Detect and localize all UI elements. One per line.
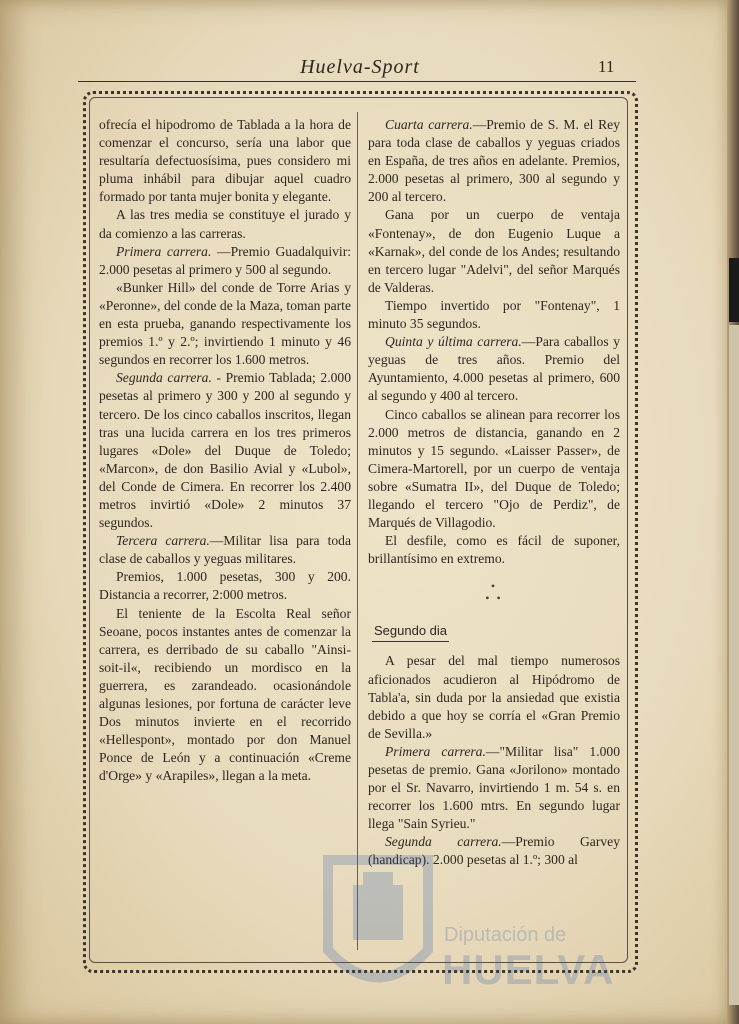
paragraph-text: —Militar lisa para toda clase de caballos y yeguas militares. bbox=[99, 533, 352, 567]
paragraph-text: Tiempo invertido por "Fontenay", 1 minuto 35 segundos. bbox=[368, 297, 620, 332]
right-column-paragraph bbox=[368, 406, 620, 533]
page-number: 11 bbox=[598, 57, 615, 76]
left-column-paragraph bbox=[99, 206, 351, 242]
paragraph-text: Gana por un cuerpo de ventaja «Fontenay», de don Eugenio Luque a «Karnak», del conde de los Andes; resultando en tercero lugar "Adelvi", del señor Marqués de Valderas. bbox=[368, 207, 620, 295]
left-column-paragraph bbox=[99, 279, 351, 369]
race-title: Primera carrera. bbox=[385, 743, 486, 759]
header-rule bbox=[78, 81, 636, 82]
left-column-paragraph bbox=[99, 116, 351, 206]
race-title: Segunda carrera. bbox=[385, 834, 502, 850]
paragraph-text: A pesar del mal tiempo numerosos aficionados acudieron al Hipódromo de Tabla'a, sin duda por la ansiedad que existia debido a que hoy se corría el «Gran Premio de Sevilla.» bbox=[368, 653, 620, 741]
paragraph-text: El teniente de la Escolta Real señor Seoane, pocos instantes antes de comenzar la carrera, es derribado de su caballo "Ainsi-soit-il«, recibiendo un mordisco en la guerrera, es zarandeado. ocasionándole algunas lesiones, por fortuna de carácter leve Dos minutos invierte en el recorrido «Hellespont», montado por don Manuel Ponce de León y a continuación «Creme d'Orge» y «Arapiles», llegan a la meta. bbox=[99, 605, 351, 784]
right-column-paragraph bbox=[368, 652, 620, 742]
left-column-paragraph bbox=[99, 568, 351, 604]
race-title: Primera carrera. bbox=[116, 243, 212, 259]
race-title: Segunda carrera. bbox=[116, 370, 212, 386]
paragraph-text: Cinco caballos se alinean para recorrer los 2.000 metros de distancia, ganando en 2 minutos y 15 segundo. «Laisser Passer», de Cimera-Martorell, por un cuerpo de ventaja sobre «Sumatra II», del Duque de Toledo; llegando el tercero "Ojo de Perdiz", de Marqués de Villagodio. bbox=[368, 406, 620, 531]
column-divider bbox=[357, 112, 358, 950]
left-column bbox=[99, 116, 351, 785]
section-heading: Segundo dia bbox=[372, 622, 449, 642]
race-title: Cuarta carrera. bbox=[385, 117, 473, 132]
paragraph-text: El desfile, como es fácil de suponer, brillantísimo en extremo. bbox=[368, 533, 620, 567]
paragraph-text: —"Militar lisa" 1.000 pesetas de premio. Gana «Jorilono» montado por el Sr. Navarro, invirtiendo 1 m. 54 s. en recorrer los 1.600 mtrs. En segundo lugar llega "Sain Syrieu." bbox=[368, 743, 620, 832]
section-ornament: • • • bbox=[485, 579, 503, 606]
library-watermark bbox=[318, 840, 678, 1010]
right-column-paragraph bbox=[368, 116, 620, 206]
adjacent-page-strip bbox=[729, 325, 739, 1005]
race-title: Tercera carrera. bbox=[116, 533, 210, 549]
right-column-paragraph bbox=[368, 333, 620, 405]
watermark-line-2: HUELVA bbox=[442, 946, 615, 993]
left-column-paragraph bbox=[99, 532, 351, 568]
right-column-paragraph bbox=[368, 532, 620, 568]
left-column-paragraph bbox=[99, 369, 351, 532]
paragraph-text: —Premio Guadalquivir: 2.000 pesetas al primero y 500 al segundo. bbox=[99, 243, 351, 277]
paragraph-text: —Para caballos y yeguas de tres años. Premio del Ayuntamiento, 4.000 pesetas al primero, 600 al segundo y 400 al tercero. bbox=[368, 334, 620, 404]
shield-icon bbox=[318, 840, 438, 1010]
adjacent-page-tab bbox=[729, 258, 739, 322]
paragraph-text: —Premio de S. M. el Rey para toda clase de caballos y yeguas criados en España, de tres años en adelante. Premios, 2.000 pesetas al primero, 300 al segundo y 200 al tercero. bbox=[368, 117, 620, 205]
paragraph-text: «Bunker Hill» del conde de Torre Arias y «Peronne», del conde de la Maza, toman parte en esta prueba, ganando respectivamente los premios 1.º y 2.º; invirtiendo 1 minuto y 46 segundos en recorrer los 1.600 metros. bbox=[99, 279, 351, 368]
paragraph-text: —Premio Garvey (handicap). 2.000 pesetas al 1.º; 300 al bbox=[368, 834, 620, 868]
right-column bbox=[368, 116, 620, 870]
paragraph-text: Premios, 1.000 pesetas, 300 y 200. Distancia a recorrer, 2:000 metros. bbox=[99, 569, 351, 603]
left-column-paragraph bbox=[99, 605, 351, 786]
paragraph-text: - Premio Tablada; 2.000 pesetas al primero y 300 y 200 al segundo y tercero. De los cinco caballos inscritos, llegan tras una lucida carrera en los tres primeros lugares «Dole» del Duque de Toledo; «Marcon», de don Basilio Avial y «Lubol», del Conde de Cimera. En recorrer los 2.400 metros invirtió «Dole» 2 minutos 37 segundos. bbox=[99, 370, 351, 531]
page-header-title: Huelva-Sport bbox=[300, 56, 420, 78]
left-column-paragraph bbox=[99, 243, 351, 279]
right-column-paragraph bbox=[368, 206, 620, 296]
right-column-paragraph bbox=[368, 297, 620, 333]
right-column-paragraph bbox=[368, 743, 620, 833]
paragraph-text: ofrecía el hipodromo de Tablada a la hora de comenzar el concurso, sería una labor que resultaría defectuosísima, pues considero mi pluma inhábil para dibujar aquel cuadro formado por tanta mujer bonita y elegante. bbox=[99, 117, 351, 205]
race-title: Quinta y última carrera. bbox=[385, 334, 522, 350]
watermark-line-1: Diputación de bbox=[444, 924, 567, 946]
paragraph-text: A las tres media se constituye el jurado y da comienzo a las carreras. bbox=[99, 207, 351, 241]
